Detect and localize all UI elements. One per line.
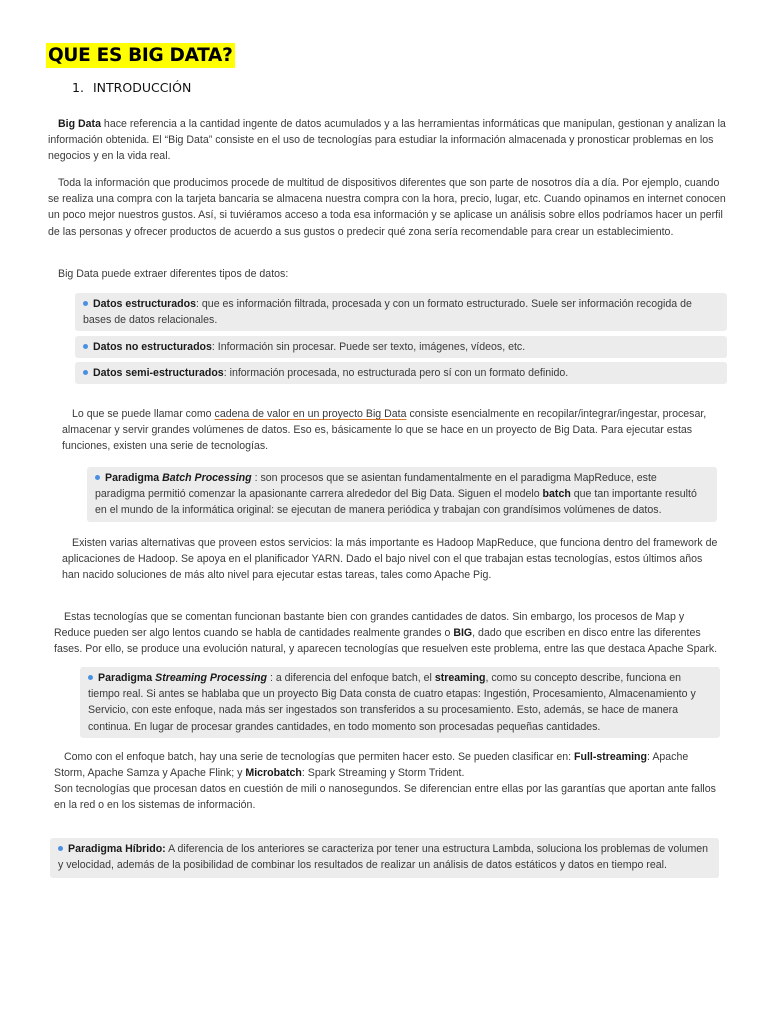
page-title: QUE ES BIG DATA? (48, 45, 233, 66)
unstructured-text: : Información sin procesar. Puede ser texto, imágenes, vídeos, etc. (211, 341, 526, 353)
bullet-dot-icon (83, 344, 88, 349)
batch-text-a: : son procesos que se asientan fundamentalmente en el paradigma MapReduce, este paradigma permitió comenzar la apasionante carrera alrededor del Big Data. Siguen el modelo (95, 472, 657, 501)
paradigm-hybrid-box (50, 838, 719, 878)
term-big-data: Big Data (58, 118, 101, 130)
batch-text-b: que tan importante resultó en el mundo de la informática original: se ejecutan de manera periódica y trabajan con grandísimos volúmenes de datos. (95, 488, 697, 517)
paragraph-intro (48, 116, 726, 165)
streaming-tech-text-a: Como con el enfoque batch, hay una serie de tecnologías que permiten hacer esto. Se pueden clasificar en: (64, 751, 575, 763)
term-semi-structured: Datos semi-estructurados (93, 367, 224, 379)
paragraph-streaming-tech (54, 749, 720, 781)
semi-structured-text: : información procesada, no estructurada pero sí con un formato definido. (223, 367, 569, 379)
section-heading (72, 80, 191, 95)
paragraph-intro-text: hace referencia a la cantidad ingente de datos acumulados y a las herramientas informáticas que manipulan, gestionan y analizan la información obtenida. El “Big Data” consiste en el uso de tecnologías para estudiar la información almacenada y pronosticar problemas en los negocios y en la vida real. (48, 118, 726, 163)
term-microbatch: Microbatch (245, 767, 302, 780)
streaming-text-b: , como su concepto describe, funciona en tiempo real. Si antes se hablaba que un proyecto Big Data consta de cuatro etapas: Ingestión, Procesamiento, Almacenamiento y Servicio, con este enfoque, nada más ser ingestados son transferidos a su procesamiento. Esto, además, se hace de manera continua. En lugar de procesar grandes cantidades, en todo momento son procesadas pequeñas cantidades. (88, 672, 696, 733)
spark-text-a: Estas tecnologías que se comentan funcionan bastante bien con grandes cantidades de datos. Sin embargo, los procesos de Map y Reduce pueden ser algo lentos cuando se habla de cantidades realmente grandes o (54, 611, 685, 640)
value-chain-text-b: consiste esencialmente en recopilar/integrar/ingestar, procesar, almacenar y servir grandes volúmenes de datos. Eso es, básicamente lo que se hace en un proyecto de Big Data. Para ejecutar estas funciones, existen una serie de tecnologías. (62, 408, 707, 453)
paragraph-value-chain (62, 406, 714, 455)
bullet-dot-icon (58, 846, 63, 851)
heading-number: 1. (72, 80, 84, 95)
term-structured: Datos estructurados (93, 298, 197, 310)
streaming-tech-text-c: : Spark Streaming y Storm Trident. (301, 767, 465, 780)
heading-text: INTRODUCCIÓN (93, 80, 192, 95)
bullet-dot-icon (83, 370, 88, 375)
data-type-semi-structured (75, 362, 727, 384)
bullet-dot-icon (88, 675, 93, 680)
bullet-dot-icon (95, 475, 100, 480)
paragraph-spark (54, 609, 722, 658)
spark-text-b: , dado que escriben en disco entre las diferentes fases. Por ello, se produce una evolución natural, y aparecen tecnologías que resuelven este problema, entre las que destaca Apache Spark. (54, 627, 718, 656)
paradigm-batch-box (87, 467, 717, 522)
value-chain-link[interactable]: cadena de valor en un proyecto Big Data (214, 408, 407, 420)
bullet-dot-icon (83, 301, 88, 306)
hybrid-label: Paradigma Híbrido: (68, 843, 166, 855)
streaming-keyword: streaming (434, 672, 486, 684)
batch-term: Batch Processing (162, 472, 252, 484)
paradigm-streaming-box (80, 667, 720, 738)
paragraph-information: Toda la información que producimos procede de multitud de dispositivos diferentes que son parte de nosotros día a día. Por ejemplo, cuando se realiza una compra con la tarjeta bancaria se almacena nuestra compra con la hora, precio, lugar, etc. Cuando opinamos en internet conocen un poco mejor nuestros gustos. Así, si tuviéramos acceso a toda esa información y se aplicase un análisis sobre ellos podríamos hacer un perfil de las personas y ofrecer productos de acuerdo a sus gustos o predecir qué zona sería recomendable para crear un establecimiento. (48, 177, 726, 238)
term-full-streaming: Full-streaming (574, 751, 648, 763)
data-type-structured (75, 293, 727, 331)
paragraph-latency: Son tecnologías que procesan datos en cuestión de mili o nanosegundos. Se diferencian entre ellas por las garantías que aportan ante fallos en la red o en los sistemas de información. (54, 783, 716, 812)
hybrid-text: A diferencia de los anteriores se caracteriza por tener una estructura Lambda, soluciona los problemas de volumen y velocidad, además de la posibilidad de combinar los resultados de realizar un análisis de datos estáticos y datos en tiempo real. (58, 843, 709, 872)
term-big: BIG (453, 627, 473, 640)
structured-text: : que es información filtrada, procesada y con un formato estructurado. Suele ser información recogida de bases de datos relacionales. (83, 298, 692, 327)
streaming-text-a: : a diferencia del enfoque batch, el (267, 672, 435, 684)
batch-label: Paradigma (105, 472, 163, 484)
term-unstructured: Datos no estructurados (93, 341, 212, 353)
value-chain-text-a: Lo que se puede llamar como (72, 408, 215, 420)
streaming-tech-text-b: : Apache Storm, Apache Samza y Apache Flink; y (54, 751, 689, 780)
streaming-label: Paradigma (98, 672, 156, 684)
paragraph-hadoop: Existen varias alternativas que proveen estos servicios: la más importante es Hadoop MapReduce, que funciona dentro del framework de aplicaciones de Hadoop. Se apoya en el planificador YARN. Dado el bajo nivel con el que trabajan estas tecnologías, estos últimos años han nacido soluciones de más alto nivel para ejecutar estas tareas, tales como Apache Pig. (62, 537, 718, 582)
paragraph-types: Big Data puede extraer diferentes tipos de datos: (58, 268, 289, 280)
streaming-term: Streaming Processing (155, 672, 267, 684)
batch-keyword: batch (542, 488, 571, 501)
data-type-unstructured (75, 336, 727, 358)
